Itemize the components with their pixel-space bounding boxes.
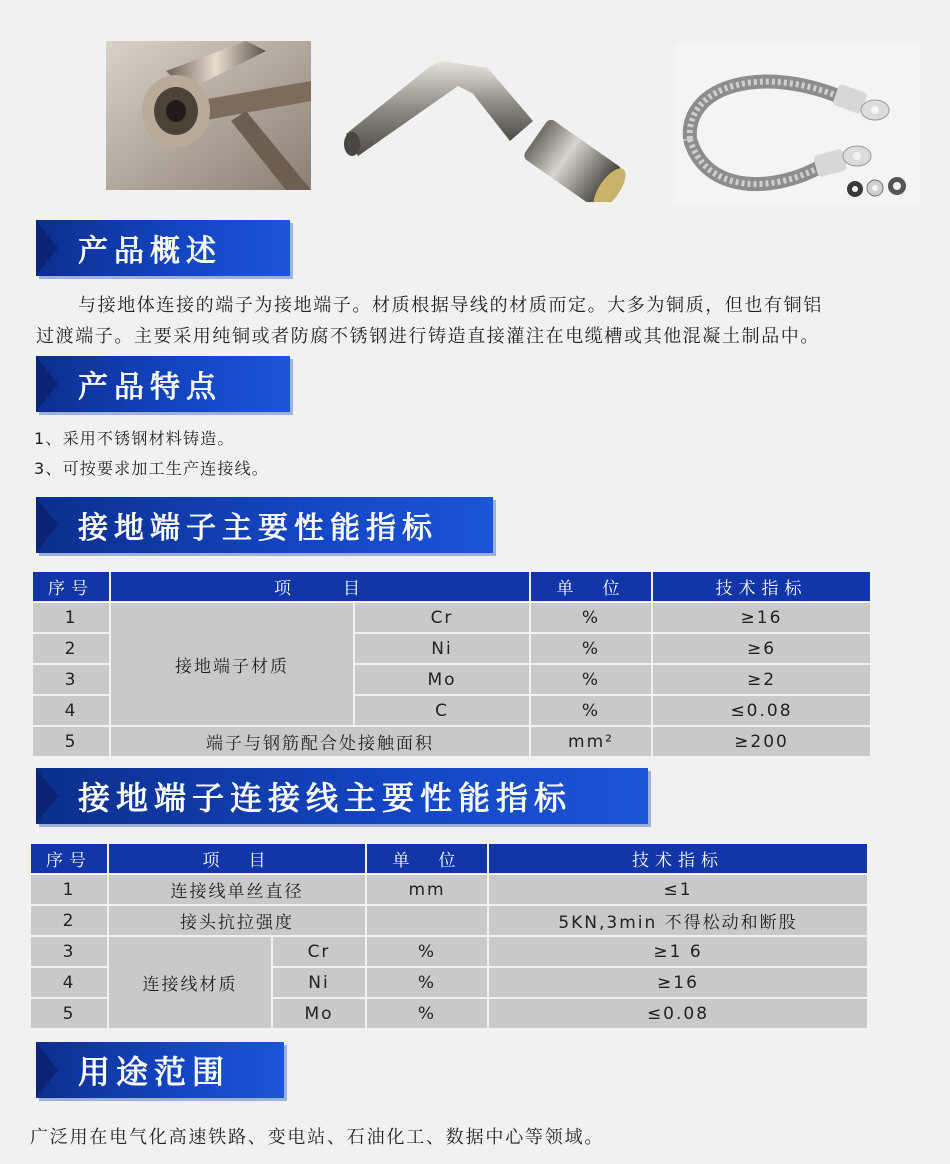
row-unit: % <box>531 696 651 725</box>
row-no: 4 <box>33 696 109 725</box>
overview-line-2: 过渡端子。主要采用纯铜或者防腐不锈钢进行铸造直接灌注在电缆槽或其他混凝土制品中。 <box>36 326 820 347</box>
row-value: 5KN,3min 不得松动和断股 <box>489 906 867 935</box>
row-no: 1 <box>31 875 107 904</box>
row-value: ≥16 <box>489 968 867 997</box>
row-unit: % <box>367 999 487 1028</box>
row-value: ≥6 <box>653 634 870 663</box>
row-item: 连接线单丝直径 <box>109 875 365 904</box>
wire-specs-table <box>29 842 869 1030</box>
row-item: Cr <box>355 603 529 632</box>
row-item: Mo <box>273 999 365 1028</box>
terminal-specs-table <box>31 570 872 758</box>
row-no: 3 <box>31 937 107 966</box>
row-no: 2 <box>31 906 107 935</box>
col-header-unit: 单 位 <box>531 572 651 601</box>
row-value: ≥16 <box>653 603 870 632</box>
row-unit: % <box>531 634 651 663</box>
row-no: 5 <box>33 727 109 756</box>
col-header-unit: 单 位 <box>367 844 487 873</box>
row-item: Ni <box>355 634 529 663</box>
row-unit <box>367 906 487 935</box>
product-photo-terminal <box>106 41 311 190</box>
table-row <box>33 603 870 632</box>
row-no: 4 <box>31 968 107 997</box>
row-unit: mm <box>367 875 487 904</box>
row-value: ≤1 <box>489 875 867 904</box>
row-item: Cr <box>273 937 365 966</box>
row-item: C <box>355 696 529 725</box>
row-no: 3 <box>33 665 109 694</box>
row-no: 2 <box>33 634 109 663</box>
row-value: ≥1 6 <box>489 937 867 966</box>
feature-item: 3、可按要求加工生产连接线。 <box>34 459 269 478</box>
row-no: 5 <box>31 999 107 1028</box>
col-header-value: 技术指标 <box>653 572 870 601</box>
table-row <box>31 906 867 935</box>
row-unit: % <box>367 937 487 966</box>
section-heading-terminal-specs <box>36 497 493 553</box>
row-unit: mm² <box>531 727 651 756</box>
row-item: 端子与钢筋配合处接触面积 <box>111 727 529 756</box>
row-unit: % <box>367 968 487 997</box>
row-unit: % <box>531 665 651 694</box>
section-heading-wire-specs <box>36 768 648 824</box>
row-no: 1 <box>33 603 109 632</box>
overview-line-1: 与接地体连接的端子为接地端子。材质根据导线的材质而定。大多为铜质，但也有铜铝 <box>78 295 823 316</box>
table-row <box>31 875 867 904</box>
overview-title: 产品概述 <box>78 234 222 269</box>
col-header-item: 项 目 <box>111 572 529 601</box>
section-heading-usage <box>36 1042 284 1098</box>
overview-text <box>36 290 936 352</box>
col-header-value: 技术指标 <box>489 844 867 873</box>
col-header-item: 项 目 <box>109 844 365 873</box>
features-list <box>34 424 269 484</box>
row-value: ≥200 <box>653 727 870 756</box>
row-item: Ni <box>273 968 365 997</box>
feature-item: 1、采用不锈钢材料铸造。 <box>34 429 235 448</box>
row-item: 接头抗拉强度 <box>109 906 365 935</box>
table-row <box>31 937 867 966</box>
group-label: 连接线材质 <box>109 937 271 1028</box>
usage-title: 用途范围 <box>78 1053 231 1091</box>
row-value: ≥2 <box>653 665 870 694</box>
col-header-no: 序号 <box>33 572 109 601</box>
terminal-specs-title: 接地端子主要性能指标 <box>78 511 438 546</box>
row-value: ≤0.08 <box>653 696 870 725</box>
table-row <box>33 727 870 756</box>
row-value: ≤0.08 <box>489 999 867 1028</box>
group-label: 接地端子材质 <box>111 603 353 725</box>
row-item: Mo <box>355 665 529 694</box>
features-title: 产品特点 <box>78 370 222 405</box>
wire-specs-title: 接地端子连接线主要性能指标 <box>78 779 573 817</box>
section-heading-overview <box>36 220 290 276</box>
product-photo-bent-rod <box>338 46 638 202</box>
col-header-no: 序号 <box>31 844 107 873</box>
row-unit: % <box>531 603 651 632</box>
section-heading-features <box>36 356 290 412</box>
usage-text: 广泛用在电气化高速铁路、变电站、石油化工、数据中心等领域。 <box>30 1127 605 1148</box>
product-photo-cable <box>675 44 920 205</box>
